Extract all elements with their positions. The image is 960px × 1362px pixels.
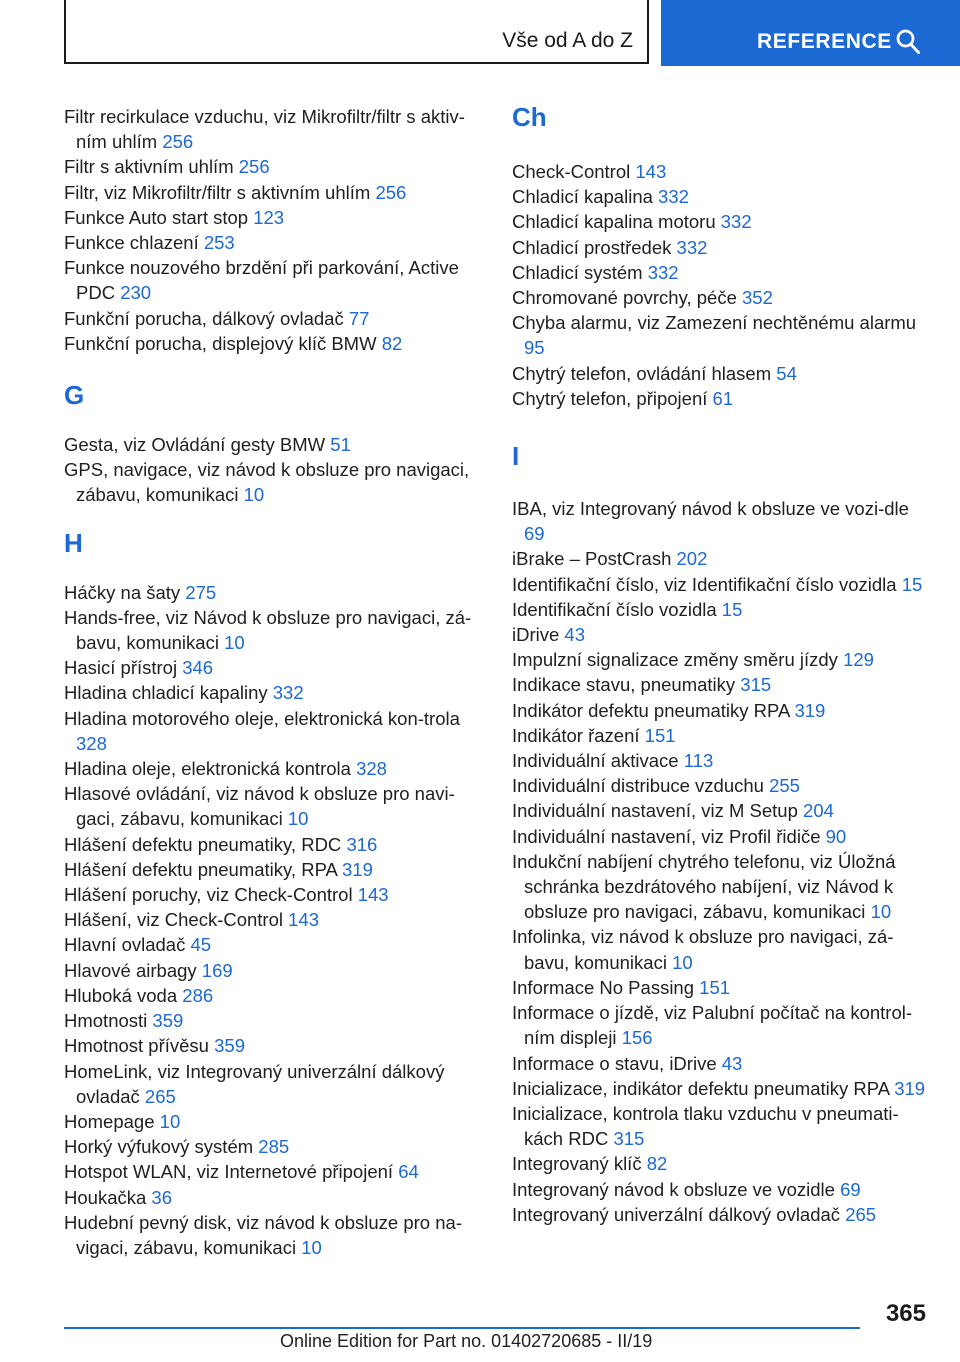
page-reference-link[interactable]: 69 <box>524 523 545 545</box>
page-reference-link[interactable]: 151 <box>644 724 676 746</box>
page-reference-link[interactable]: 286 <box>182 984 214 1006</box>
index-entry <box>512 723 932 748</box>
index-entry <box>64 1210 484 1260</box>
page-reference-link[interactable]: 359 <box>152 1010 184 1032</box>
entry-text: Hladina chladicí kapaliny <box>64 682 268 704</box>
page-reference-link[interactable]: 143 <box>357 884 389 906</box>
index-entry <box>512 647 932 672</box>
index-entry <box>512 159 932 184</box>
index-entry <box>512 310 932 360</box>
page-reference-link[interactable]: 352 <box>742 287 773 309</box>
page-reference-link[interactable]: 151 <box>699 976 731 998</box>
index-entry <box>64 781 484 831</box>
index-entry <box>512 824 932 849</box>
entry-text: Indikátor řazení <box>512 724 640 746</box>
page-reference-link[interactable]: 64 <box>398 1161 419 1183</box>
index-entry <box>64 580 484 605</box>
entry-text: Inicializace, indikátor defektu pneumatiky RPA <box>512 1077 890 1099</box>
page-reference-link[interactable]: 54 <box>776 362 797 384</box>
index-entry <box>512 386 932 411</box>
index-entry <box>64 331 484 356</box>
index-entry <box>64 1134 484 1159</box>
index-entry <box>512 184 932 209</box>
entry-text: Inicializace, kontrola tlaku vzduchu v pneumati-kách RDC <box>512 1102 899 1150</box>
page-reference-link[interactable]: 332 <box>658 186 689 208</box>
entry-text: Funkce chlazení <box>64 232 199 254</box>
page-reference-link[interactable]: 346 <box>182 657 214 679</box>
page-reference-link[interactable]: 90 <box>825 825 847 847</box>
index-entry <box>512 546 932 571</box>
page-reference-link[interactable]: 10 <box>672 951 693 973</box>
page-reference-link[interactable]: 69 <box>840 1178 861 1200</box>
index-entry <box>64 230 484 255</box>
index-entry <box>512 1101 932 1151</box>
index-entry <box>512 361 932 386</box>
index-entry <box>64 255 484 305</box>
index-letter-heading: I <box>512 441 520 472</box>
entry-text: Integrovaný návod k obsluze ve vozidle <box>512 1178 835 1200</box>
page-header <box>0 0 960 66</box>
index-entry <box>64 1059 484 1109</box>
entry-text: Hlášení poruchy, viz Check-Control <box>64 884 353 906</box>
page-reference-link[interactable]: 332 <box>720 211 752 233</box>
page-reference-link[interactable]: 230 <box>120 282 152 304</box>
index-entry <box>512 975 932 1000</box>
page-reference-link[interactable]: 265 <box>144 1085 176 1107</box>
index-entry <box>512 1000 932 1050</box>
index-entry <box>64 882 484 907</box>
entry-text: Individuální aktivace <box>512 750 679 772</box>
page-reference-link[interactable]: 332 <box>647 261 679 283</box>
entry-text: Hudební pevný disk, viz návod k obsluze pro na-vigaci, zábavu, komunikaci <box>64 1211 462 1258</box>
page-reference-link[interactable]: 332 <box>272 682 304 704</box>
entry-text: Háčky na šaty <box>64 581 181 603</box>
entry-text: Hluboká voda <box>64 984 178 1006</box>
page-reference-link[interactable]: 256 <box>162 131 194 153</box>
index-entry <box>512 698 932 723</box>
entry-text: Funkce nouzového brzdění při parkování, Active PDC <box>64 257 459 304</box>
page-reference-link[interactable]: 143 <box>635 161 667 182</box>
index-entry <box>512 1051 932 1076</box>
entry-text: Houkačka <box>64 1186 147 1208</box>
page-reference-link[interactable]: 10 <box>287 808 309 830</box>
page-reference-link[interactable]: 61 <box>712 387 734 409</box>
page-reference-link[interactable]: 255 <box>769 775 800 797</box>
page-reference-link[interactable]: 156 <box>621 1027 653 1049</box>
page-reference-link[interactable]: 253 <box>203 232 235 254</box>
page-reference-link[interactable]: 319 <box>794 699 826 721</box>
entry-text: Hladina motorového oleje, elektronická kon-trola <box>64 707 460 729</box>
entry-text: Indikace stavu, pneumatiky <box>512 674 736 696</box>
index-entry <box>512 748 932 773</box>
entry-text: Funkční porucha, displejový klíč BMW <box>64 332 377 354</box>
page-reference-link[interactable]: 285 <box>258 1136 290 1158</box>
index-entry <box>512 285 932 310</box>
index-entry <box>64 1033 484 1058</box>
entry-text: Gesta, viz Ovládání gesty BMW <box>64 434 326 456</box>
entry-text: Hmotnost přívěsu <box>64 1035 209 1057</box>
entry-text: Integrovaný klíč <box>512 1153 642 1175</box>
page-reference-link[interactable]: 316 <box>346 833 378 855</box>
page-reference-link[interactable]: 256 <box>238 156 270 178</box>
index-entry <box>64 1159 484 1184</box>
index-entry <box>64 457 484 507</box>
page-reference-link[interactable]: 10 <box>301 1236 322 1258</box>
entry-text: Hlášení, viz Check-Control <box>64 909 283 931</box>
index-entry <box>64 655 484 680</box>
page-reference-link[interactable]: 15 <box>901 573 923 595</box>
page-number: 365 <box>885 1300 926 1327</box>
index-entry <box>64 1008 484 1033</box>
index-letter-heading: G <box>64 380 85 411</box>
entry-text: Chromované povrchy, péče <box>512 287 737 309</box>
entry-text: Hands-free, viz Návod k obsluze pro navigaci, zá-bavu, komunikaci <box>64 606 472 654</box>
page-reference-link[interactable]: 332 <box>676 236 708 258</box>
page-reference-link[interactable]: 10 <box>159 1110 181 1132</box>
index-entry <box>512 798 932 823</box>
entry-text: Funkce Auto start stop <box>64 206 249 228</box>
reference-tab[interactable] <box>661 0 960 66</box>
index-entry <box>512 622 932 647</box>
index-entry <box>512 1202 932 1227</box>
page-reference-link[interactable]: 10 <box>243 484 265 506</box>
index-entry <box>64 605 484 655</box>
section-tab <box>64 0 649 64</box>
index-entry <box>64 680 484 705</box>
entry-text: Homepage <box>64 1110 155 1132</box>
page-reference-link[interactable]: 328 <box>356 758 387 780</box>
entry-text: Chladicí kapalina motoru <box>512 211 716 233</box>
entry-text: Chytrý telefon, ovládání hlasem <box>512 362 772 384</box>
page-reference-link[interactable]: 15 <box>721 598 743 620</box>
page-reference-link[interactable]: 328 <box>76 732 107 754</box>
entry-text: Hladina oleje, elektronická kontrola <box>64 758 351 780</box>
index-entry <box>64 932 484 957</box>
page-reference-link[interactable]: 359 <box>214 1035 245 1057</box>
index-entry <box>64 857 484 882</box>
entry-text: Filtr, viz Mikrofiltr/filtr s aktivním uhlím <box>64 181 371 203</box>
index-column-right <box>512 104 932 1227</box>
page-reference-link[interactable]: 43 <box>721 1052 743 1074</box>
entry-text: Hlášení defektu pneumatiky, RPA <box>64 858 337 880</box>
page-reference-link[interactable]: 82 <box>646 1153 668 1175</box>
section-title: Vše od A do Z <box>502 29 633 52</box>
index-entry <box>64 180 484 205</box>
index-entry <box>64 154 484 179</box>
reference-label: REFERENCE <box>757 30 892 53</box>
index-entry <box>64 756 484 781</box>
page-reference-link[interactable]: 82 <box>381 332 403 354</box>
page-reference-link[interactable]: 319 <box>342 858 373 880</box>
index-entry <box>512 773 932 798</box>
page-reference-link[interactable]: 319 <box>894 1077 926 1099</box>
index-entry <box>64 958 484 983</box>
index-entry <box>64 1185 484 1210</box>
entry-text: GPS, navigace, viz návod k obsluze pro navigaci, zábavu, komunikaci <box>64 459 470 506</box>
entry-text: Indukční nabíjení chytrého telefonu, viz Úložná schránka bezdrátového nabíjení, viz Návod k obsluze pro navigaci, zábavu, komunikaci <box>512 850 896 923</box>
page-reference-link[interactable]: 36 <box>151 1186 172 1208</box>
index-entry <box>64 104 484 154</box>
index-entry <box>512 1151 932 1176</box>
entry-text: Infolinka, viz návod k obsluze pro navigaci, zá-bavu, komunikaci <box>512 926 894 973</box>
entry-text: HomeLink, viz Integrovaný univerzální dálkový ovladač <box>64 1060 445 1107</box>
entry-text: Chladicí kapalina <box>512 186 653 208</box>
index-entry <box>512 235 932 260</box>
entry-text: Impulzní signalizace změny směru jízdy <box>512 649 838 671</box>
entry-text: iBrake – PostCrash <box>512 548 672 570</box>
index-entry <box>512 849 932 925</box>
page-reference-link[interactable]: 51 <box>330 434 351 456</box>
entry-text: Hlavové airbagy <box>64 959 197 981</box>
page-reference-link[interactable]: 265 <box>845 1203 877 1225</box>
entry-text: Filtr s aktivním uhlím <box>64 156 234 178</box>
page-reference-link[interactable]: 204 <box>803 800 834 822</box>
page-reference-link[interactable]: 143 <box>288 909 320 931</box>
index-entry <box>64 1109 484 1134</box>
index-column-left <box>64 104 484 1260</box>
entry-text: Funkční porucha, dálkový ovladač <box>64 307 344 329</box>
entry-text: Chladicí prostředek <box>512 236 672 258</box>
page-reference-link[interactable]: 275 <box>185 581 217 603</box>
index-entry <box>64 706 484 756</box>
entry-text: Identifikační číslo vozidla <box>512 598 717 620</box>
entry-text: IBA, viz Integrovaný návod k obsluze ve vozi-dle <box>512 498 909 520</box>
index-entry <box>512 924 932 974</box>
entry-text: Integrovaný univerzální dálkový ovladač <box>512 1203 841 1225</box>
index-entry <box>64 432 484 457</box>
index-entry <box>64 832 484 857</box>
page-reference-link[interactable]: 315 <box>740 674 772 696</box>
entry-text: iDrive <box>512 624 560 646</box>
entry-text: Filtr recirkulace vzduchu, viz Mikrofiltr/filtr s aktiv-ním uhlím <box>64 106 465 153</box>
index-entry <box>512 260 932 285</box>
page-reference-link[interactable]: 43 <box>564 624 585 646</box>
entry-text: Chyba alarmu, viz Zamezení nechtěnému alarmu <box>512 312 917 334</box>
entry-text: Individuální distribuce vzduchu <box>512 775 764 797</box>
entry-text: Hlavní ovladač <box>64 934 186 956</box>
search-icon[interactable] <box>895 28 921 56</box>
page-reference-link[interactable]: 256 <box>375 181 407 203</box>
page-reference-link[interactable]: 113 <box>683 750 714 772</box>
index-entry <box>64 205 484 230</box>
entry-text: Identifikační číslo, viz Identifikační číslo vozidla <box>512 573 897 595</box>
page-reference-link[interactable]: 10 <box>870 901 892 923</box>
page-reference-link[interactable]: 129 <box>843 649 874 671</box>
entry-text: Check-Control <box>512 161 631 182</box>
index-letter-heading: Ch <box>512 102 547 132</box>
entry-text: Chytrý telefon, připojení <box>512 387 708 409</box>
page-reference-link[interactable]: 123 <box>253 206 285 228</box>
entry-text: Hlasové ovládání, viz návod k obsluze pro navi-gaci, zábavu, komunikaci <box>64 783 455 830</box>
index-entry <box>512 209 932 234</box>
page-reference-link[interactable]: 45 <box>190 934 212 956</box>
entry-text: Horký výfukový systém <box>64 1136 254 1158</box>
page-reference-link[interactable]: 202 <box>676 548 708 570</box>
entry-text: Hmotnosti <box>64 1010 148 1032</box>
entry-text: Informace No Passing <box>512 976 695 998</box>
entry-text: Informace o jízdě, viz Palubní počítač na kontrol-ním displeji <box>512 1002 913 1049</box>
index-entry <box>512 672 932 697</box>
entry-text: Chladicí systém <box>512 261 643 283</box>
index-entry <box>512 597 932 622</box>
edition-text: Online Edition for Part no. 01402720685 - II/19 <box>280 1331 653 1351</box>
page-reference-link[interactable]: 169 <box>201 959 233 981</box>
index-entry <box>512 1177 932 1202</box>
page-reference-link[interactable]: 95 <box>524 337 545 359</box>
page-reference-link[interactable]: 10 <box>224 632 245 654</box>
entry-text: Hotspot WLAN, viz Internetové připojení <box>64 1161 394 1183</box>
entry-text: Hasicí přístroj <box>64 657 178 679</box>
footer <box>280 1331 652 1352</box>
page-reference-link[interactable]: 77 <box>348 307 370 329</box>
index-entry <box>64 983 484 1008</box>
entry-text: Indikátor defektu pneumatiky RPA <box>512 699 790 721</box>
index-entry <box>64 907 484 932</box>
entry-text: Individuální nastavení, viz M Setup <box>512 800 798 822</box>
entry-text: Informace o stavu, iDrive <box>512 1052 717 1074</box>
footer-divider <box>64 1327 860 1329</box>
entry-text: Individuální nastavení, viz Profil řidiče <box>512 825 821 847</box>
page-reference-link[interactable]: 315 <box>613 1128 645 1150</box>
index-letter-heading: H <box>64 527 83 558</box>
entry-text: Hlášení defektu pneumatiky, RDC <box>64 833 342 855</box>
index-entry <box>64 306 484 331</box>
index-entry <box>512 1076 932 1101</box>
index-entry <box>512 496 932 546</box>
index-entry <box>512 572 932 597</box>
